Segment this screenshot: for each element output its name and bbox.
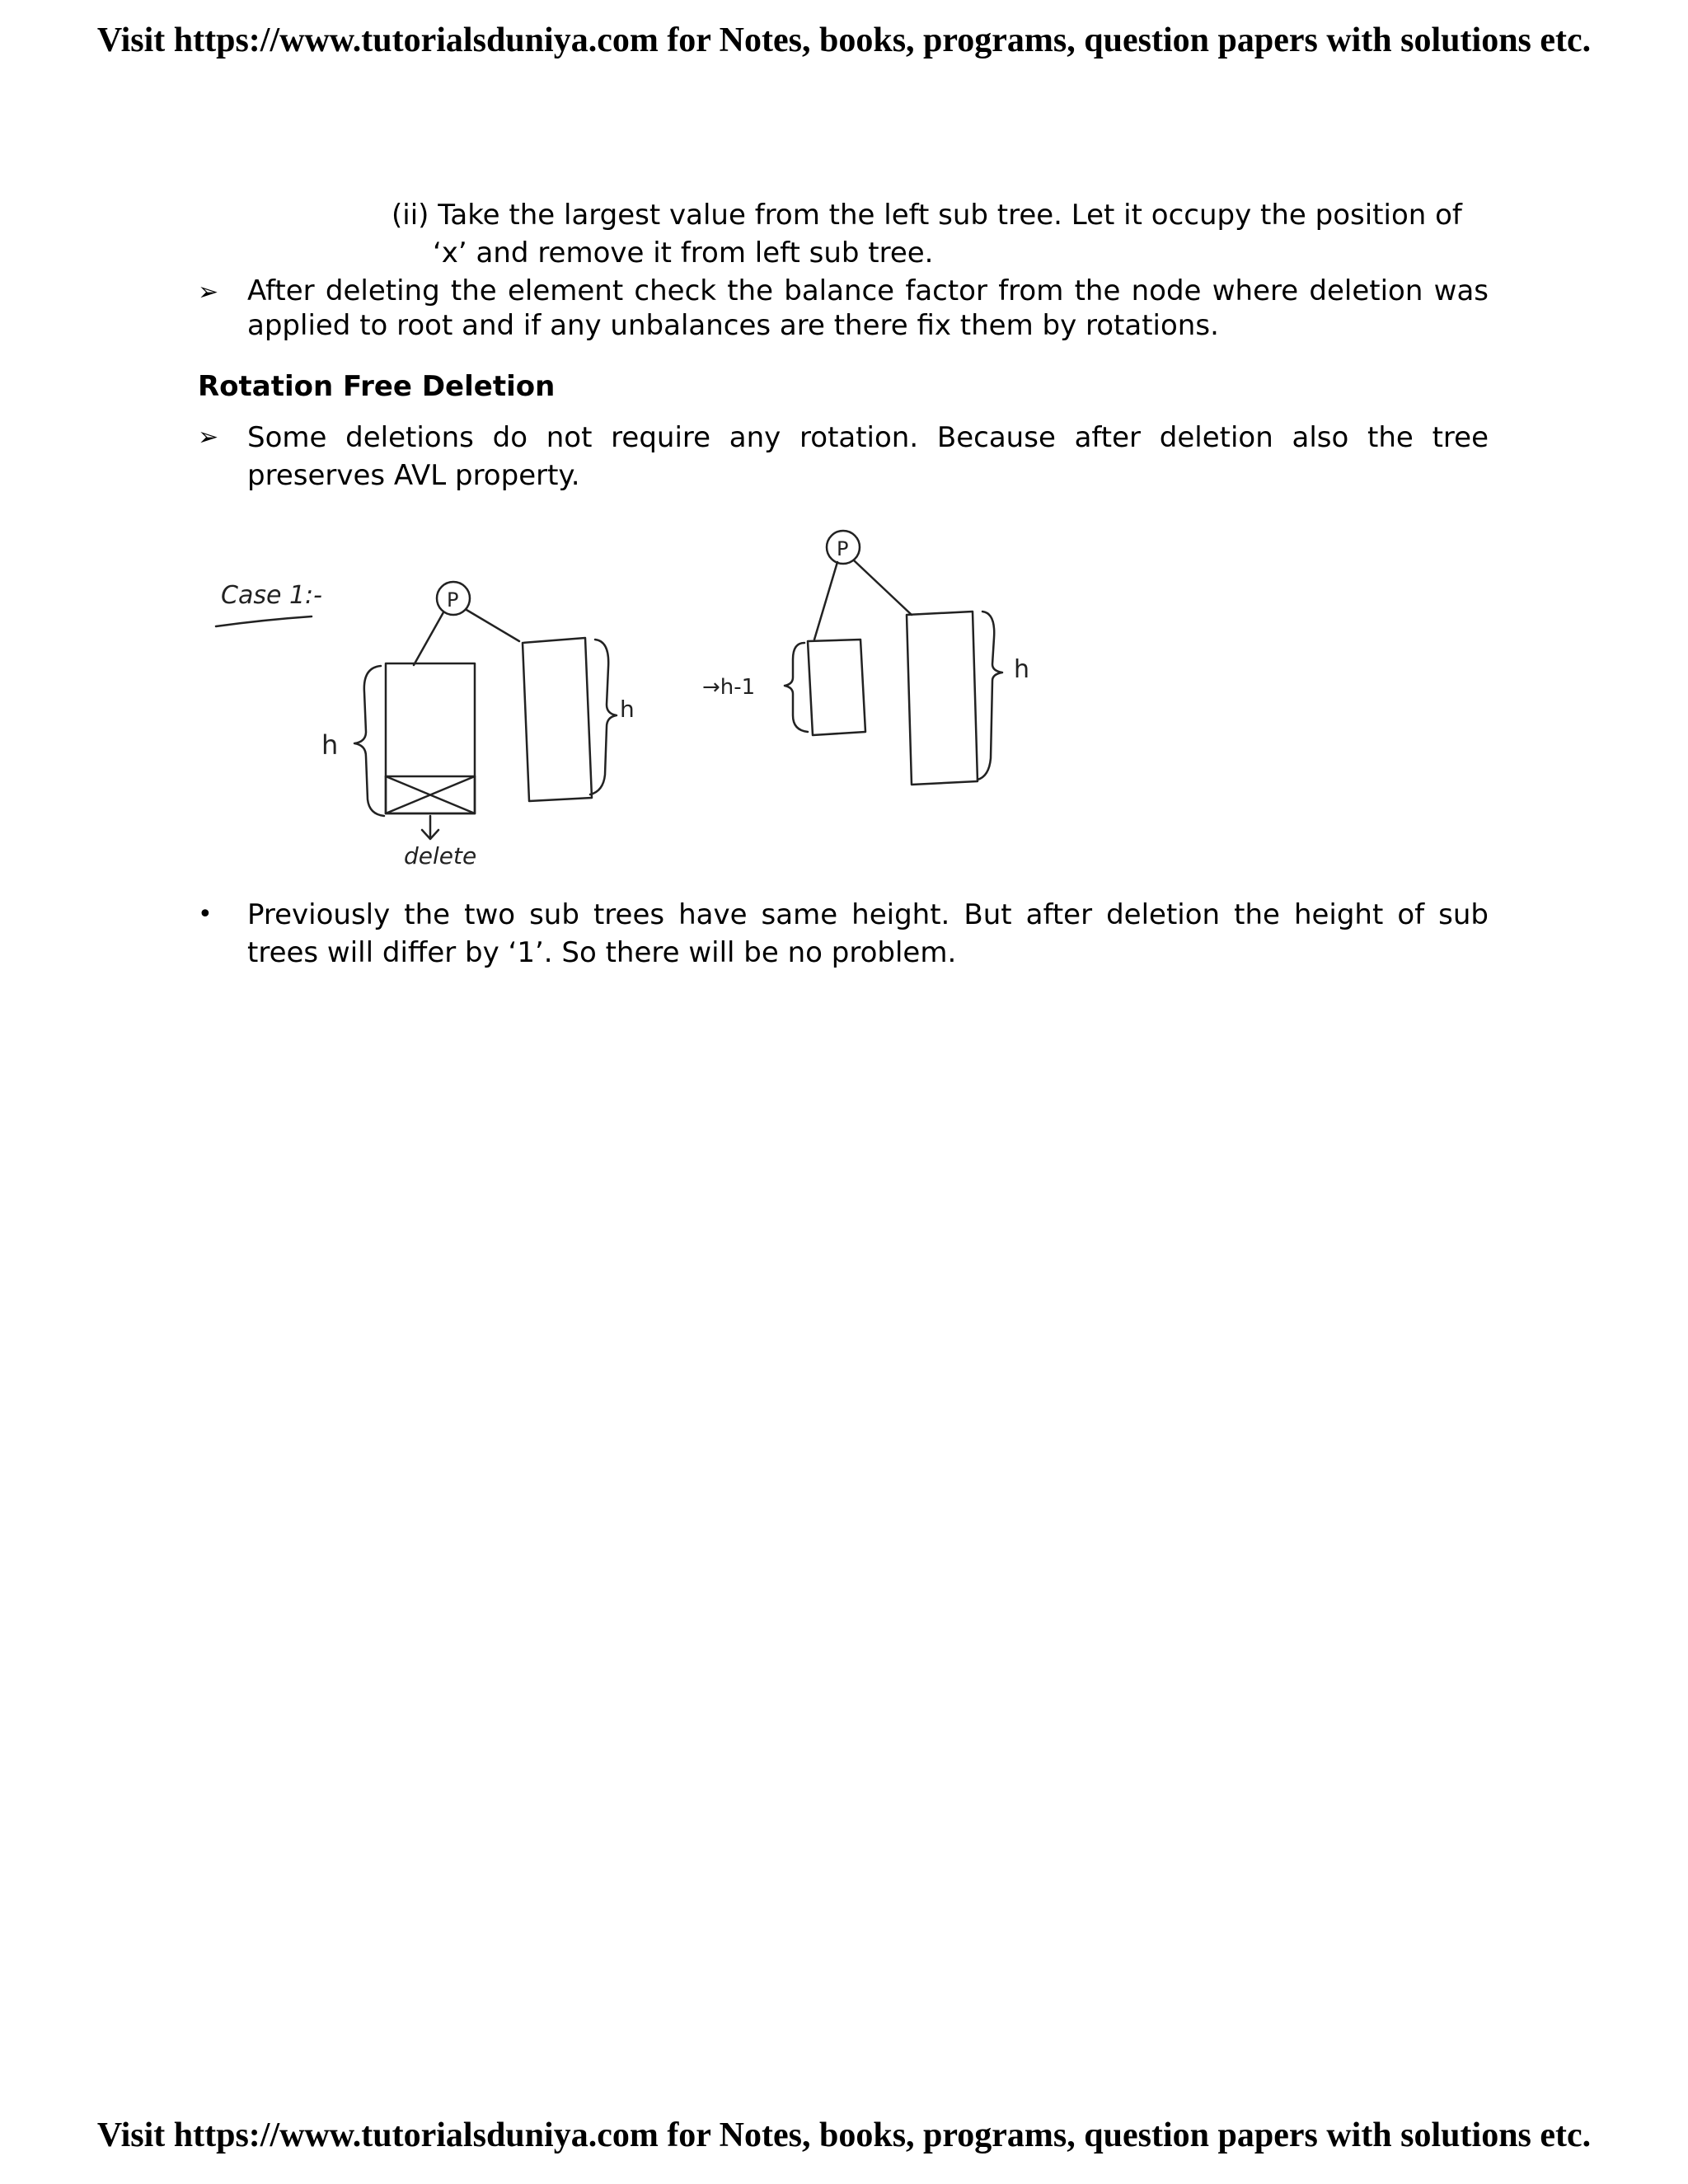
bullet-previously-text: Previously the two sub trees have same height. But after deletion the height of sub trees will differ by ‘1’. So there will be no problem.	[247, 898, 1489, 969]
arrow-bullet-icon: ➢	[198, 423, 219, 452]
edge-left-child	[414, 612, 443, 665]
bullet-no-rotation-text: Some deletions do not require any rotation. Because after deletion also the tree preserves AVL property.	[247, 421, 1489, 492]
left-height-brace	[354, 666, 384, 816]
left-height-label: h	[321, 729, 339, 761]
sub-item-line-2: ‘x’ and remove it from left sub tree.	[433, 237, 934, 269]
edge-right-child	[467, 610, 519, 641]
height-minus-one-label: →h-1	[702, 675, 756, 700]
delete-arrow	[422, 816, 438, 839]
bullet-after-delete-text: After deleting the element check the balance factor from the node where deletion was applied to root and if any unbalances are there fix them by rotations.	[247, 274, 1489, 342]
rotation-free-deletion-figure	[198, 519, 1088, 874]
dot-bullet-icon: •	[198, 900, 213, 929]
left-height-brace-after	[785, 643, 808, 732]
right-height-brace	[590, 640, 617, 794]
case-label: Case 1:-	[221, 581, 322, 610]
sub-item-line-1: (ii) Take the largest value from the left sub tree. Let it occupy the position of	[392, 199, 1462, 232]
left-subtree-box	[386, 663, 475, 813]
edge-left-child-after	[814, 562, 837, 640]
right-height-label: h	[620, 696, 635, 723]
left-subtree-box-after	[808, 640, 865, 735]
right-subtree-box-left	[523, 638, 592, 801]
right-height-label-after: h	[1014, 655, 1030, 684]
node-p-label-right: P	[837, 537, 849, 560]
node-p-label-left: P	[447, 588, 459, 612]
sub-item-ii	[392, 196, 1488, 272]
top-banner: Visit https://www.tutorialsduniya.com for Notes, books, programs, question papers with solutions etc.	[96, 21, 1592, 59]
avl-deletion-sketch	[198, 519, 1088, 874]
delete-label: delete	[404, 842, 477, 869]
case-underline	[216, 616, 312, 626]
right-subtree-box-after	[907, 612, 978, 785]
section-heading: Rotation Free Deletion	[198, 370, 556, 403]
bottom-banner: Visit https://www.tutorialsduniya.com for Notes, books, programs, question papers with solutions etc.	[96, 2116, 1592, 2154]
right-height-brace-after	[978, 612, 1002, 780]
edge-right-child-after	[854, 560, 912, 615]
arrow-bullet-icon: ➢	[198, 278, 219, 307]
